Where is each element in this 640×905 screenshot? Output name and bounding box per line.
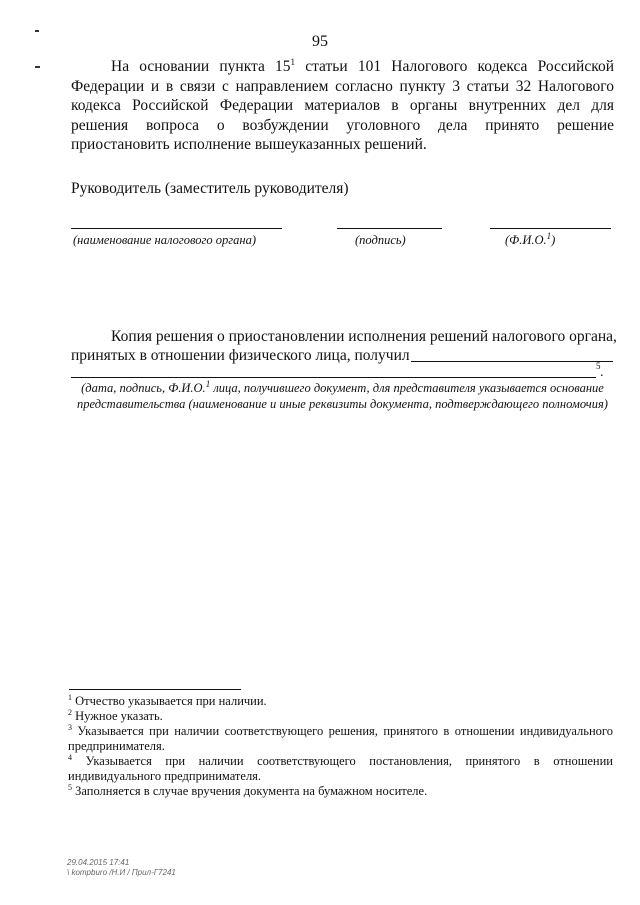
footnote-separator	[69, 689, 241, 690]
margin-mark	[35, 30, 39, 32]
footnote	[68, 754, 613, 784]
footnote-number: 2	[68, 707, 72, 717]
copy-paragraph-line1: Копия решения о приостановлении исполнения решений налогового органа,	[111, 328, 617, 345]
recipient-line	[411, 361, 613, 362]
main-paragraph-text-start: На основании пункта 15	[111, 58, 291, 75]
footnote-text: Указывается при наличии соответствующего постановления, принятого в отношении индивидуального предпринимателя.	[68, 754, 613, 783]
signature-line	[337, 228, 442, 229]
copy-paragraph-line2: принятых в отношении физического лица, получил	[71, 347, 410, 364]
footnote	[68, 694, 613, 709]
copy-caption-end: лица, получившего документ, для представителя указывается основание представительства (наименование и иные реквизиты документа, подтверждающего полномочия)	[77, 381, 608, 411]
signatory-title: Руководитель (заместитель руководителя)	[71, 180, 349, 197]
footnote-ref: 1	[546, 230, 552, 241]
footnote-ref: 5	[596, 361, 601, 371]
footnote-number: 4	[68, 752, 72, 762]
print-stamp-date: 29.04.2015 17:41	[67, 858, 130, 867]
footnote-text: Заполняется в случае вручения документа на бумажном носителе.	[72, 784, 428, 798]
footnote-ref: 1	[205, 378, 211, 389]
recipient-line-2	[71, 377, 596, 378]
footnote-number: 3	[68, 722, 72, 732]
caption-fio	[505, 230, 556, 248]
page-number: 95	[312, 33, 328, 50]
copy-caption	[71, 380, 614, 412]
footnote	[68, 709, 613, 724]
copy-caption-start: (дата, подпись, Ф.И.О.	[81, 381, 206, 395]
end-mark: .	[600, 365, 604, 380]
margin-mark	[35, 66, 40, 68]
main-paragraph-text-end: статьи 101 Налогового кодекса Российской Федерации и в связи с направлением согласно пункту 3 статьи 32 Налогового кодекса Российской Федерации материалов в органы внутренних дел для решения вопроса о возбуждении уголовного дела принято решение приостановить исполнение вышеуказанных решений.	[71, 58, 614, 153]
print-stamp-path: \ kompburo /Н.И / Прил-Г7241	[67, 868, 176, 877]
caption-org-name: (наименование налогового органа)	[73, 233, 256, 247]
footnote	[68, 724, 613, 754]
footnote-text: Нужное указать.	[72, 709, 163, 723]
caption-fio-text: (Ф.И.О.	[505, 233, 547, 247]
main-paragraph	[71, 57, 614, 155]
caption-signature: (подпись)	[355, 233, 406, 247]
footnote-ref: 1	[290, 56, 296, 67]
fio-line	[490, 228, 611, 229]
footnote-text: Указывается при наличии соответствующего решения, принятого в отношении индивидуального предпринимателя.	[68, 724, 613, 753]
footnote-number: 5	[68, 782, 72, 792]
footnote-text: Отчество указывается при наличии.	[72, 694, 267, 708]
footnote-number: 1	[68, 692, 72, 702]
caption-fio-close: )	[551, 233, 556, 247]
print-stamp	[67, 858, 176, 878]
org-name-line	[71, 228, 282, 229]
footnote	[68, 784, 613, 799]
